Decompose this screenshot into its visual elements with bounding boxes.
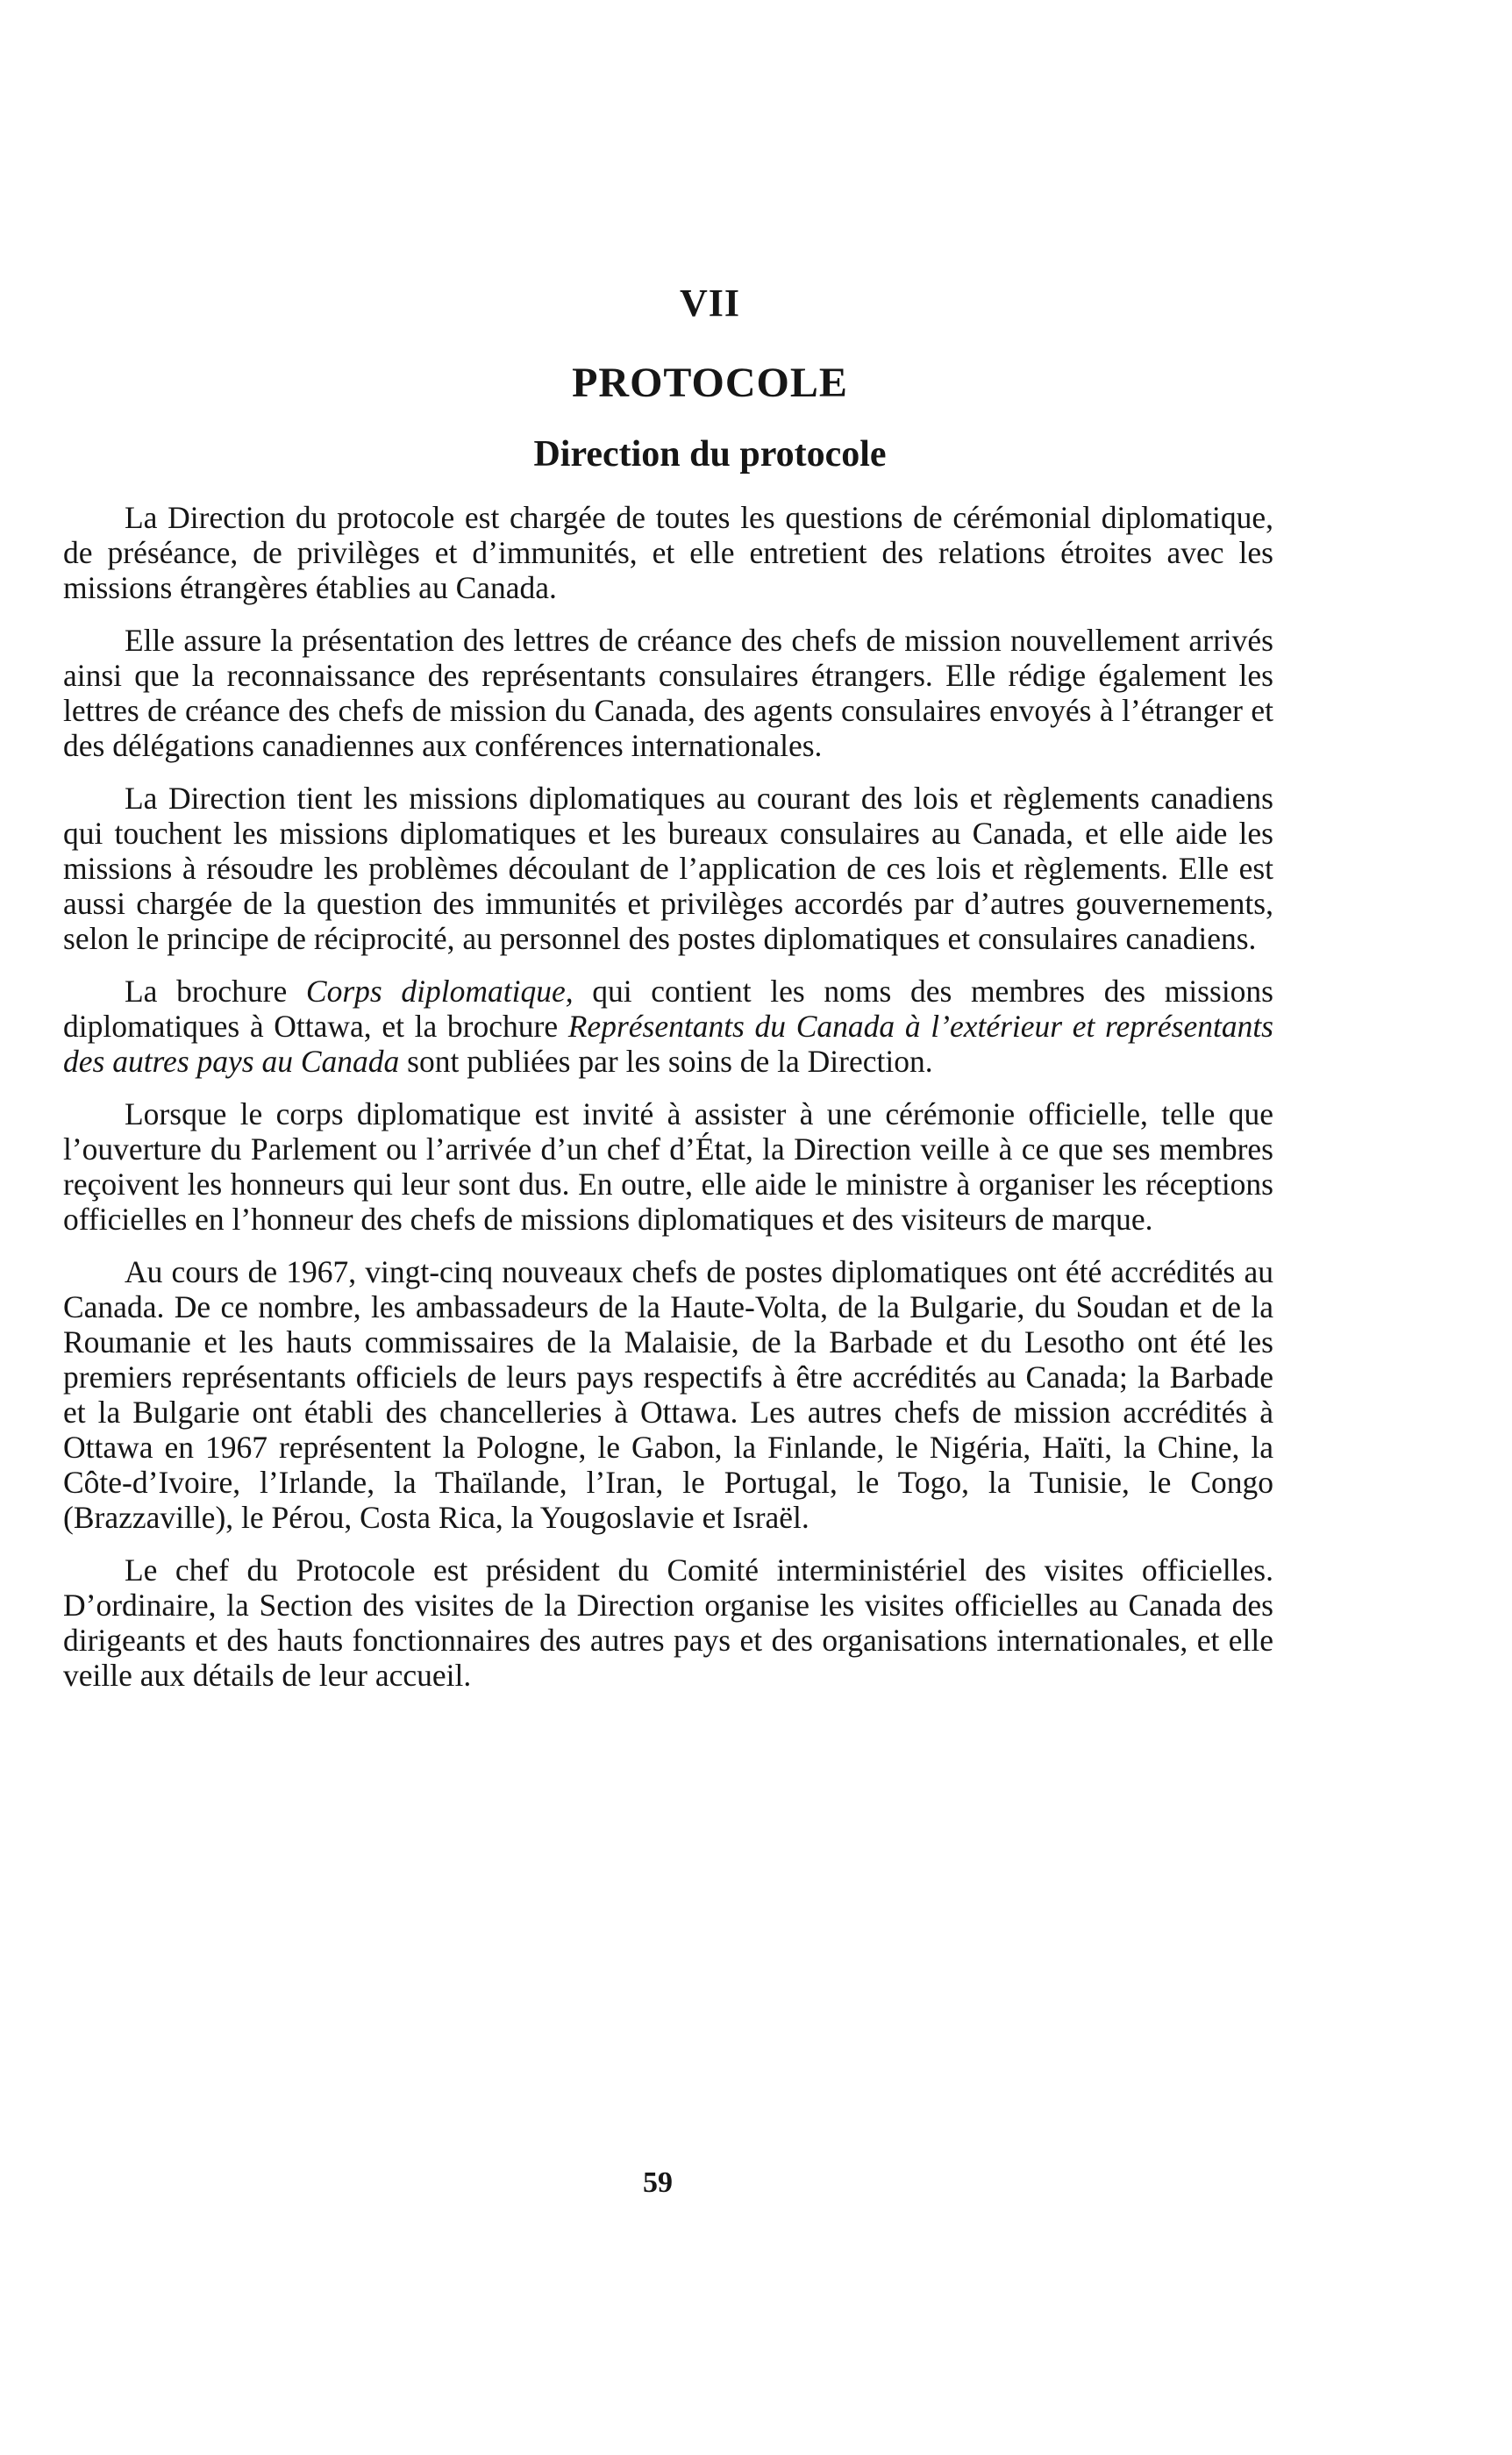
paragraph-2: Elle assure la présentation des lettres de créance des chefs de mission nouvellement arrivés ainsi que la reconnaissance des représentants consulaires étrangers. Elle rédige également les lettres de créance des chefs de mission du Canada, des agents consulaires envoyés à l’étranger et des délégations canadiennes aux conférences internationales. xyxy=(63,623,1273,763)
paragraph-7: Le chef du Protocole est président du Comité interministériel des visites officielles. D’ordinaire, la Section des visites de la Direction organise les visites officielles au Canada des dirigeants et des hauts fonctionnaires des autres pays et des organisations internationales, et elle veille aux détails de leur accueil. xyxy=(63,1552,1273,1693)
chapter-title: PROTOCOLE xyxy=(572,360,848,406)
page-number: 59 xyxy=(643,2166,673,2199)
section-title: Direction du protocole xyxy=(533,434,887,475)
paragraph-1: La Direction du protocole est chargée de toutes les questions de cérémonial diplomatique, de préséance, de privilèges et d’immunités, et elle entretient des relations étroites avec les missions étrangères établies au Canada. xyxy=(63,500,1273,605)
paragraph-6: Au cours de 1967, vingt-cinq nouveaux chefs de postes diplomatiques ont été accrédités au Canada. De ce nombre, les ambassadeurs de la Haute-Volta, de la Bulgarie, du Soudan et de la Roumanie et les hauts commissaires de la Malaisie, de la Barbade et du Lesotho ont été les premiers représentants officiels de leurs pays respectifs à être accrédités au Canada; la Barbade et la Bulgarie ont établi des chancelleries à Ottawa. Les autres chefs de mission accrédités à Ottawa en 1967 représentent la Pologne, le Gabon, la Finlande, le Nigéria, Haïti, la Chine, la Côte-d’Ivoire, l’Irlande, la Thaïlande, l’Iran, le Portugal, le Togo, la Tunisie, le Congo (Brazzaville), le Pérou, Costa Rica, la Yougoslavie et Israël. xyxy=(63,1254,1273,1535)
chapter-number: VII xyxy=(679,282,741,325)
paragraph-3: La Direction tient les missions diplomatiques au courant des lois et règlements canadiens qui touchent les missions diplomatiques et les bureaux consulaires au Canada, et elle aide les missions à résoudre les problèmes découlant de l’application de ces lois et règlements. Elle est aussi chargée de la question des immunités et privilèges accordés par d’autres gouvernements, selon le principe de réciprocité, au personnel des postes diplomatiques et consulaires canadiens. xyxy=(63,781,1273,956)
brochure-title-corps-diplomatique: Corps diplomatique, xyxy=(305,974,574,1009)
paragraph-4-text-3: sont publiées par les soins de la Direction. xyxy=(399,1044,933,1079)
document-page xyxy=(63,281,1273,1710)
paragraph-4 xyxy=(63,974,1273,1079)
brochure-title-representants: Représentants du Canada à l’extérieur et représentants des autres pays au Canada xyxy=(63,1009,1273,1079)
paragraph-4-text-1: La brochure xyxy=(125,974,306,1009)
paragraph-5: Lorsque le corps diplomatique est invité à assister à une cérémonie officielle, telle que l’ouverture du Parlement ou l’arrivée d’un chef d’État, la Direction veille à ce que ses membres reçoivent les honneurs qui leur sont dus. En outre, elle aide le ministre à organiser les réceptions officielles en l’honneur des chefs de missions diplomatiques et des visiteurs de marque. xyxy=(63,1096,1273,1237)
paragraph-4-text-2: qui contient les noms des membres des missions diplomatiques à Ottawa, et la brochure xyxy=(63,974,1273,1044)
